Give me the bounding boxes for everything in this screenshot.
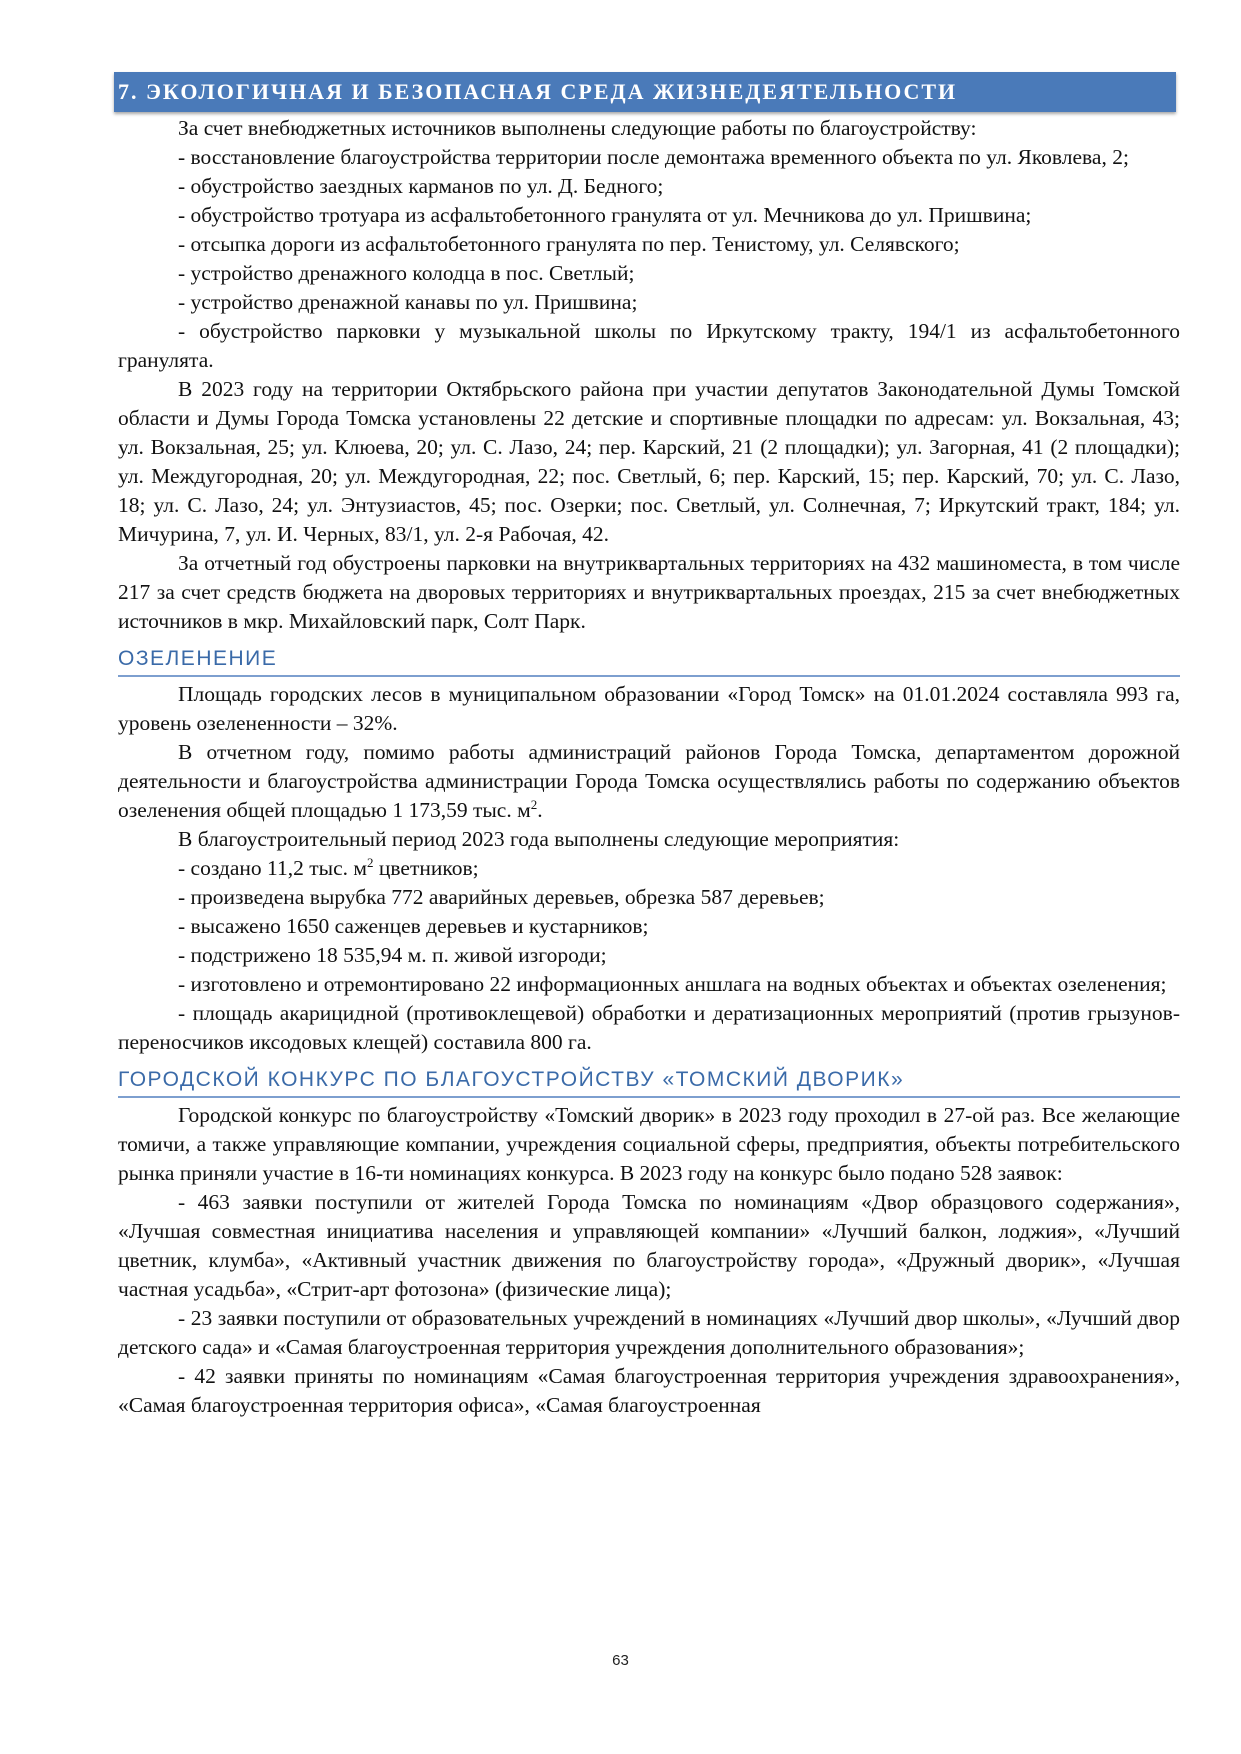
flowerbeds-text: - создано 11,2 тыс. м <box>178 856 367 880</box>
paragraph-playgrounds: В 2023 году на территории Октябрьского района при участии депутатов Законодательной Думы Томской области и Думы Города Томска установлены 22 детские и спортивные площадки по адресам: ул. Вокзальная, 43; ул. Вокзальная, 25; ул. Клюева, 20; ул. С. Лазо, 24; пер. Карский, 21 (2 площадки); ул. Загорная, 41 (2 площадки); ул. Междугородная, 20; ул. Междугородная, 22; пос. Светлый, 6; пер. Карский, 15; пер. Карский, 70; ул. С. Лазо, 18; ул. С. Лазо, 24; ул. Энтузиастов, 45; пос. Озерки; пос. Светлый, ул. Солнечная, 7; Иркутский тракт, 184; ул. Мичурина, 7, ул. И. Черных, 83/1, ул. 2-я Рабочая, 42. <box>118 377 1180 546</box>
paragraph-contest-intro: Городской конкурс по благоустройству «Томский дворик» в 2023 году проходил в 27-ой раз. Все желающие томичи, а также управляющие компании, учреждения социальной сферы, предприятия, объекты потребительского рынка приняли участие в 16-ти номинациях конкурса. В 2023 году на конкурс было подано 528 заявок: <box>118 1103 1180 1185</box>
page-number: 63 <box>612 1652 629 1669</box>
list-item: - высажено 1650 саженцев деревьев и кустарников; <box>178 914 649 938</box>
list-item: - обустройство тротуара из асфальтобетонного гранулята от ул. Мечникова до ул. Пришвина; <box>178 203 1032 227</box>
list-item: - восстановление благоустройства территории после демонтажа временного объекта по ул. Яковлева, 2; <box>178 145 1129 169</box>
list-item: - устройство дренажного колодца в пос. Светлый; <box>178 261 635 285</box>
paragraph-intro: За счет внебюджетных источников выполнены следующие работы по благоустройству: <box>178 116 977 140</box>
maintenance-end: . <box>537 798 543 822</box>
maintenance-text: В отчетном году, помимо работы администраций районов Города Томска, департаментом дорожной деятельности и благоустройства администрации Города Томска осуществлялись работы по содержанию объектов озеленения общей площадью 1 173,59 тыс. м <box>118 740 1180 822</box>
flowerbeds-end: цветников; <box>373 856 479 880</box>
list-item: - устройство дренажной канавы по ул. Пришвина; <box>178 290 638 314</box>
list-item: - площадь акарицидной (противоклещевой) обработки и дератизационных мероприятий (против грызунов-переносчиков иксодовых клещей) составила 800 га. <box>118 1001 1180 1054</box>
superscript-2: 2 <box>530 796 538 812</box>
list-item <box>118 854 1180 883</box>
list-item: - 463 заявки поступили от жителей Города Томска по номинациям «Двор образцового содержания», «Лучшая совместная инициатива населения и управляющей компании» «Лучший балкон, лоджия», «Лучший цветник, клумба», «Активный участник движения по благоустройству города», «Дружный дворик», «Лучшая частная усадьба», «Стрит-арт фотозона» (физические лица); <box>118 1190 1180 1301</box>
section-heading-contest: ГОРОДСКОЙ КОНКУРС ПО БЛАГОУСТРОЙСТВУ «ТОМСКИЙ ДВОРИК» <box>118 1064 1180 1098</box>
paragraph-period: В благоустроительный период 2023 года выполнены следующие мероприятия: <box>178 827 900 851</box>
section-heading-greening: ОЗЕЛЕНЕНИЕ <box>118 643 1180 677</box>
paragraph-forest: Площадь городских лесов в муниципальном образовании «Город Томск» на 01.01.2024 составляла 993 га, уровень озелененности – 32%. <box>118 682 1180 735</box>
list-item: - 42 заявки приняты по номинациям «Самая благоустроенная территория учреждения здравоохранения», «Самая благоустроенная территория офиса», «Самая благоустроенная <box>118 1364 1180 1417</box>
document-page <box>118 72 1180 1420</box>
superscript-2: 2 <box>367 854 374 870</box>
list-item: - обустройство заездных карманов по ул. Д. Бедного; <box>178 174 664 198</box>
chapter-title-banner: 7. ЭКОЛОГИЧНАЯ И БЕЗОПАСНАЯ СРЕДА ЖИЗНЕДЕЯТЕЛЬНОСТИ <box>114 72 1176 112</box>
paragraph-parking: За отчетный год обустроены парковки на внутриквартальных территориях на 432 машиноместа, в том числе 217 за счет средств бюджета на дворовых территориях и внутриквартальных проездах, 215 за счет внебюджетных источников в мкр. Михайловский парк, Солт Парк. <box>118 551 1180 633</box>
list-item: - подстрижено 18 535,94 м. п. живой изгороди; <box>178 943 607 967</box>
paragraph-maintenance <box>118 738 1180 825</box>
list-item: - обустройство парковки у музыкальной школы по Иркутскому тракту, 194/1 из асфальтобетонного гранулята. <box>118 319 1180 372</box>
list-item: - отсыпка дороги из асфальтобетонного гранулята по пер. Тенистому, ул. Селявского; <box>178 232 960 256</box>
list-item: - произведена вырубка 772 аварийных деревьев, обрезка 587 деревьев; <box>178 885 825 909</box>
list-item: - 23 заявки поступили от образовательных учреждений в номинациях «Лучший двор школы», «Лучший двор детского сада» и «Самая благоустроенная территория учреждения дополнительного образования»; <box>118 1306 1180 1359</box>
list-item: - изготовлено и отремонтировано 22 информационных аншлага на водных объектах и объектах озеленения; <box>178 972 1167 996</box>
